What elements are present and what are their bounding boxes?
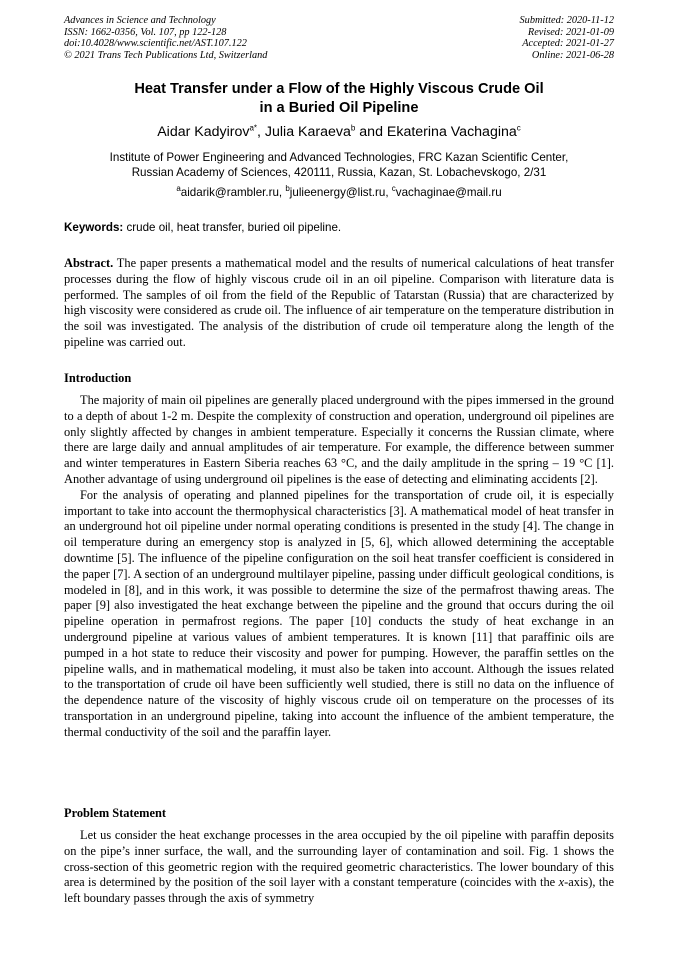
author-2: , Julia Karaeva — [257, 124, 351, 140]
journal-header-right — [520, 15, 614, 61]
section-heading-introduction: Introduction — [64, 371, 132, 385]
keywords — [64, 221, 614, 235]
title-line-2: in a Buried Oil Pipeline — [259, 100, 419, 116]
author-2-affil-mark: b — [350, 123, 356, 133]
journal-header-left — [64, 15, 267, 61]
paper-title — [64, 80, 614, 118]
revised-date: Revised: 2021-01-09 — [527, 26, 614, 38]
abstract-text: The paper presents a mathematical model and the results of numerical calculations of heat transfer processes during the flow of highly viscous crude oil in an oil pipeline. Comparison with literature data is performed. The samples of oil from the field of the Republic of Tatarstan (Russia) that are characterized by high viscosity were considered as crude oil. The influence of air temperature on the temperature distribution in the soil was investigated. The analysis of the distribution of crude oil temperature along the length of the pipeline was carried out. — [64, 256, 614, 349]
abstract-label: Abstract. — [64, 256, 114, 270]
keywords-text: crude oil, heat transfer, buried oil pipeline. — [123, 221, 342, 234]
affiliation-line-1: Institute of Power Engineering and Advanced Technologies, FRC Kazan Scientific Center, — [109, 151, 569, 164]
problem-text-a: Let us consider the heat exchange processes in the area occupied by the oil pipeline with paraffin deposits on the pipe’s inner surface, the wall, and the surrounding layer of contamination and soil. Fig. 1 shows the cross-section of this geometric region with the required geometric characteristics. The lower boundary of this area is determined by the position of the soil layer with a constant temperature (coincides with the — [64, 828, 614, 890]
problem-paragraph-1 — [64, 828, 614, 907]
problem-statement-body — [64, 828, 614, 907]
intro-paragraph-2: For the analysis of operating and planned pipelines for the transportation of crude oil, it is especially important to take into account the thermophysical characteristics [3]. A mathematical model of heat transfer in an underground hot oil pipeline under normal operating conditions is presented in the study [4]. The change in oil temperature during an emergency stop is analyzed in [5, 6], which allowed determining the acceptable downtime [5]. The influence of the pipeline configuration on the soil heat transfer coefficient is considered in the paper [7]. A section of an underground multilayer pipeline, passing under difficult geological conditions, is modeled in [8], and in this work, it was possible to determine the size of the permafrost thawing areas. The paper [9] also investigated the heat exchange between the pipeline and the ground that occurs during the oil pipeline operation in permafrost regions. The paper [10] conducts the study of heat exchange in an underground pipeline at various values of ambient temperatures. It is known [11] that paraffinic oils are pumped in a hot state to reduce their viscosity and power for pumping. However, the paraffin settles on the pipeline walls, and in mathematical modeling, it must also be taken into account. Although the issues related to the transportation of crude oil have been sufficiently well studied, there is still no data on the influence of the dependence nature of the viscosity of highly viscous crude oil on temperature on the processes of its transportation in an underground pipeline, taking into account the influence of the ambient temperature, the thermal conductivity of the soil and the paraffin layer. — [64, 487, 614, 739]
author-list — [64, 123, 614, 141]
affiliation-line-2: Russian Academy of Sciences, 420111, Russia, Kazan, St. Lobachevskogo, 2/31 — [131, 165, 547, 179]
x-axis-symbol: x — [558, 875, 565, 890]
affiliation — [64, 151, 614, 180]
section-heading-problem-statement: Problem Statement — [64, 806, 166, 820]
email-mark-c: c — [391, 184, 396, 194]
accepted-date: Accepted: 2021-01-27 — [522, 38, 614, 50]
copyright-line: © 2021 Trans Tech Publications Ltd, Switzerland — [64, 49, 268, 61]
online-date: Online: 2021-06-28 — [531, 49, 614, 61]
email-mark-a: a — [176, 184, 181, 194]
intro-paragraph-1: The majority of main oil pipelines are generally placed underground with the pipes immersed in the ground to a depth of about 1-2 m. Despite the complexity of construction and operation, underground oil pipelines are only slightly affected by changes in ambient temperature. Especially it concerns the Russian climate, where there are large daily and annual amplitudes of air temperature. For example, the difference between summer and winter temperatures in Eastern Siberia reaches 63 °C, and the daily amplitude in the spring – 19 °C [1]. Another advantage of using underground oil pipelines is the ease of detecting and eliminating accidents [2]. — [64, 393, 614, 486]
journal-name: Advances in Science and Technology — [64, 15, 216, 26]
submitted-date: Submitted: 2020-11-12 — [519, 15, 614, 26]
email-mark-b: b — [285, 184, 290, 194]
introduction-body — [64, 393, 614, 741]
email-b[interactable]: julieenergy@list.ru, — [289, 186, 392, 199]
author-emails — [64, 186, 614, 200]
doi-line[interactable]: doi:10.4028/www.scientific.net/AST.107.122 — [64, 38, 247, 50]
abstract — [64, 256, 614, 351]
author-1: Aidar Kadyirov — [157, 124, 250, 140]
problem-text-b: -axis), the left boundary passes through the axis of symmetry — [64, 875, 615, 906]
keywords-label: Keywords: — [64, 221, 124, 234]
email-c[interactable]: vachaginae@mail.ru — [395, 186, 502, 199]
author-3-affil-mark: c — [516, 123, 521, 133]
author-1-affil-mark: a* — [249, 123, 258, 133]
author-3: and Ekaterina Vachagina — [355, 124, 517, 140]
issn-line: ISSN: 1662-0356, Vol. 107, pp 122-128 — [64, 26, 227, 38]
email-a[interactable]: aidarik@rambler.ru, — [180, 186, 286, 199]
title-line-1: Heat Transfer under a Flow of the Highly Viscous Crude Oil — [134, 81, 544, 97]
